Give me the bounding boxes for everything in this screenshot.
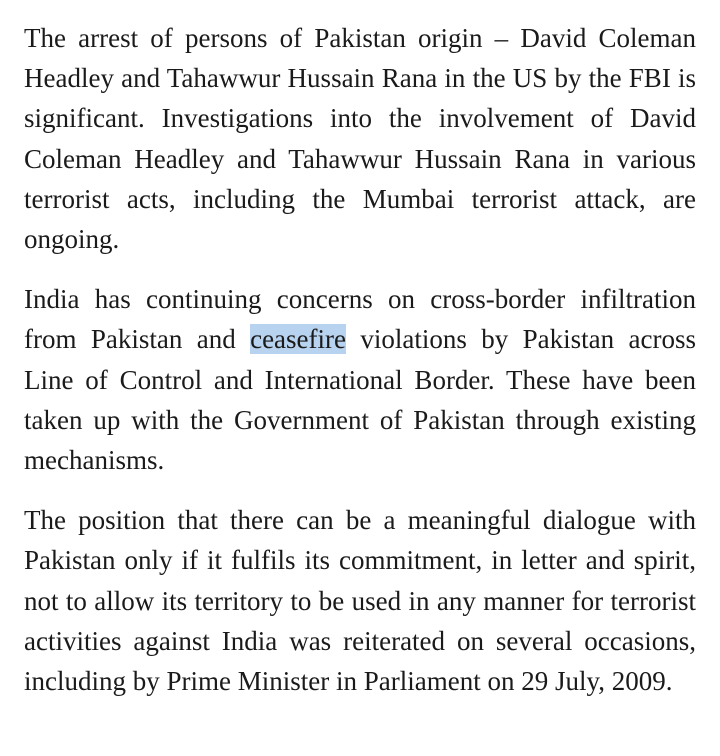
paragraph-text-after: violations by Pakistan across Line of Control and International Border. These have been taken up with the Government of Pakistan through existing mechanisms.: [24, 324, 696, 476]
paragraph-cross-border-infiltration: [24, 279, 696, 480]
document-body: [24, 18, 696, 721]
paragraph-headley-rana: The arrest of persons of Pakistan origin – David Coleman Headley and Tahawwur Hussain Rana in the US by the FBI is significant. Investigations into the involvement of David Coleman Headley and Tahawwur Hussain Rana in various terrorist acts, including the Mumbai terrorist attack, are ongoing.: [24, 23, 696, 255]
paragraph-text-before: India has continuing concerns on cross-border infiltration from Pakistan and: [24, 284, 696, 355]
selected-text-highlight[interactable]: ceasefire: [250, 324, 347, 355]
paragraph-meaningful-dialogue: The position that there can be a meaningful dialogue with Pakistan only if it fulfils its commitment, in letter and spirit, not to allow its territory to be used in any manner for terrorist activities against India was reiterated on several occasions, including by Prime Minister in Parliament on 29 July, 2009.: [24, 505, 696, 697]
